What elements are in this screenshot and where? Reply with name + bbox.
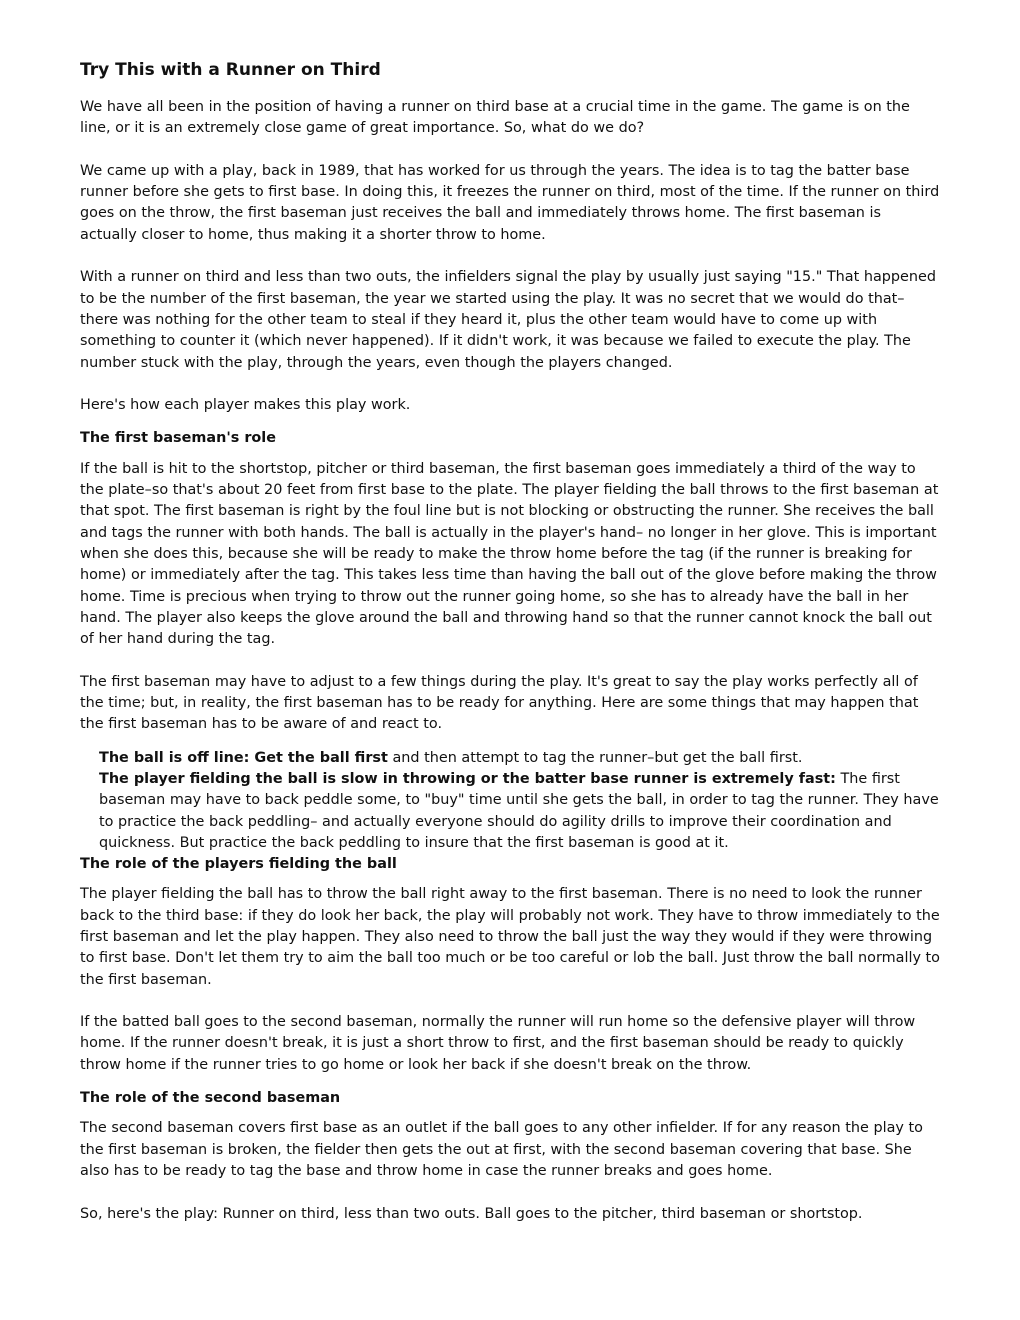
list-item bbox=[99, 769, 940, 854]
page-title: Try This with a Runner on Third bbox=[80, 60, 381, 80]
body-paragraph: If the batted ball goes to the second baseman, normally the runner will run home so the defensive player will throw home. If the runner doesn't break, it is just a short throw to first, and the first baseman should be ready to quickly throw home if the runner tries to go home or look her back if she doesn't break on the throw. bbox=[80, 1014, 916, 1073]
list-item-text: and then attempt to tag the runner–but get the ball first. bbox=[387, 749, 803, 766]
intro-paragraph: We came up with a play, back in 1989, that has worked for us through the years. The idea is to tag the batter base runner before she gets to first base. In doing this, it freezes the runner on third, most of the time. If the runner on third goes on the throw, the first baseman just receives the ball and immediately throws home. The first baseman is actually closer to home, thus making it a shorter throw to home. bbox=[80, 162, 940, 243]
list-item-text: The first baseman may have to back peddle some, to "buy" time until she gets the ball, in order to tag the runner. They have to practice the back peddling– and actually everyone should do agility drills to improve their coordination and quickness. But practice the back peddling to insure that the first baseman is good at it. bbox=[99, 770, 939, 851]
body-paragraph: The second baseman covers first base as an outlet if the ball goes to any other infielder. If for any reason the play to the first baseman is broken, the fielder then gets the out at first, with the second baseman covering that base. She also has to be ready to tag the base and throw home in case the runner breaks and goes home. bbox=[80, 1120, 923, 1179]
intro-paragraph: We have all been in the position of having a runner on third base at a crucial time in the game. The game is on the line, or it is an extremely close game of great importance. So, what do we do? bbox=[80, 99, 910, 137]
section-heading-first-baseman: The first baseman's role bbox=[80, 430, 276, 447]
body-paragraph: If the ball is hit to the shortstop, pitcher or third baseman, the first baseman goes immediately a third of the way to the plate–so that's about 20 feet from first base to the plate. The player fielding the ball throws to the first baseman at that spot. The first baseman is right by the foul line but is not blocking or obstructing the runner. She receives the ball and tags the runner with both hands. The ball is actually in the player's hand– no longer in her glove. This is important when she does this, because she will be ready to make the throw home before the tag (if the runner is breaking for home) or immediately after the tag. This takes less time than having the ball out of the glove before making the throw home. Time is precious when trying to throw out the runner going home, so she has to already have the ball in her hand. The player also keeps the glove around the ball and throwing hand so that the runner cannot knock the ball out of her hand during the tag. bbox=[80, 460, 939, 648]
body-paragraph: So, here's the play: Runner on third, less than two outs. Ball goes to the pitcher, third baseman or shortstop. bbox=[80, 1205, 863, 1222]
list-item bbox=[99, 748, 940, 769]
intro-paragraph: Here's how each player makes this play work. bbox=[80, 397, 411, 414]
body-paragraph: The player fielding the ball has to throw the ball right away to the first baseman. There is no need to look the runner back to the third base: if they do look her back, the play will probably not work. They have to throw immediately to the first baseman and let the play happen. They also need to throw the ball just the way they would if they were throwing to first base. Don't let them try to aim the ball too much or be too careful or lob the ball. Just throw the ball normally to the first baseman. bbox=[80, 886, 940, 988]
list-item-lead: The ball is off line: Get the ball first bbox=[99, 749, 388, 766]
intro-paragraph: With a runner on third and less than two outs, the infielders signal the play by usually just saying "15." That happened to be the number of the first baseman, the year we started using the play. It was no secret that we would do that– there was nothing for the other team to steal if they heard it, plus the other team would have to come up with something to counter it (which never happened). If it didn't work, it was because we failed to execute the play. The number stuck with the play, through the years, even though the players changed. bbox=[80, 269, 937, 371]
body-paragraph: The first baseman may have to adjust to a few things during the play. It's great to say the play works perfectly all of the time; but, in reality, the first baseman has to be ready for anything. Here are some things that may happen that the first baseman has to be aware of and react to. bbox=[80, 673, 919, 733]
list-item-lead: The player fielding the ball is slow in throwing or the batter base runner is extremely fast: bbox=[99, 770, 836, 787]
section-heading-fielders: The role of the players fielding the ball bbox=[80, 856, 397, 873]
section-heading-second-baseman: The role of the second baseman bbox=[80, 1090, 341, 1107]
